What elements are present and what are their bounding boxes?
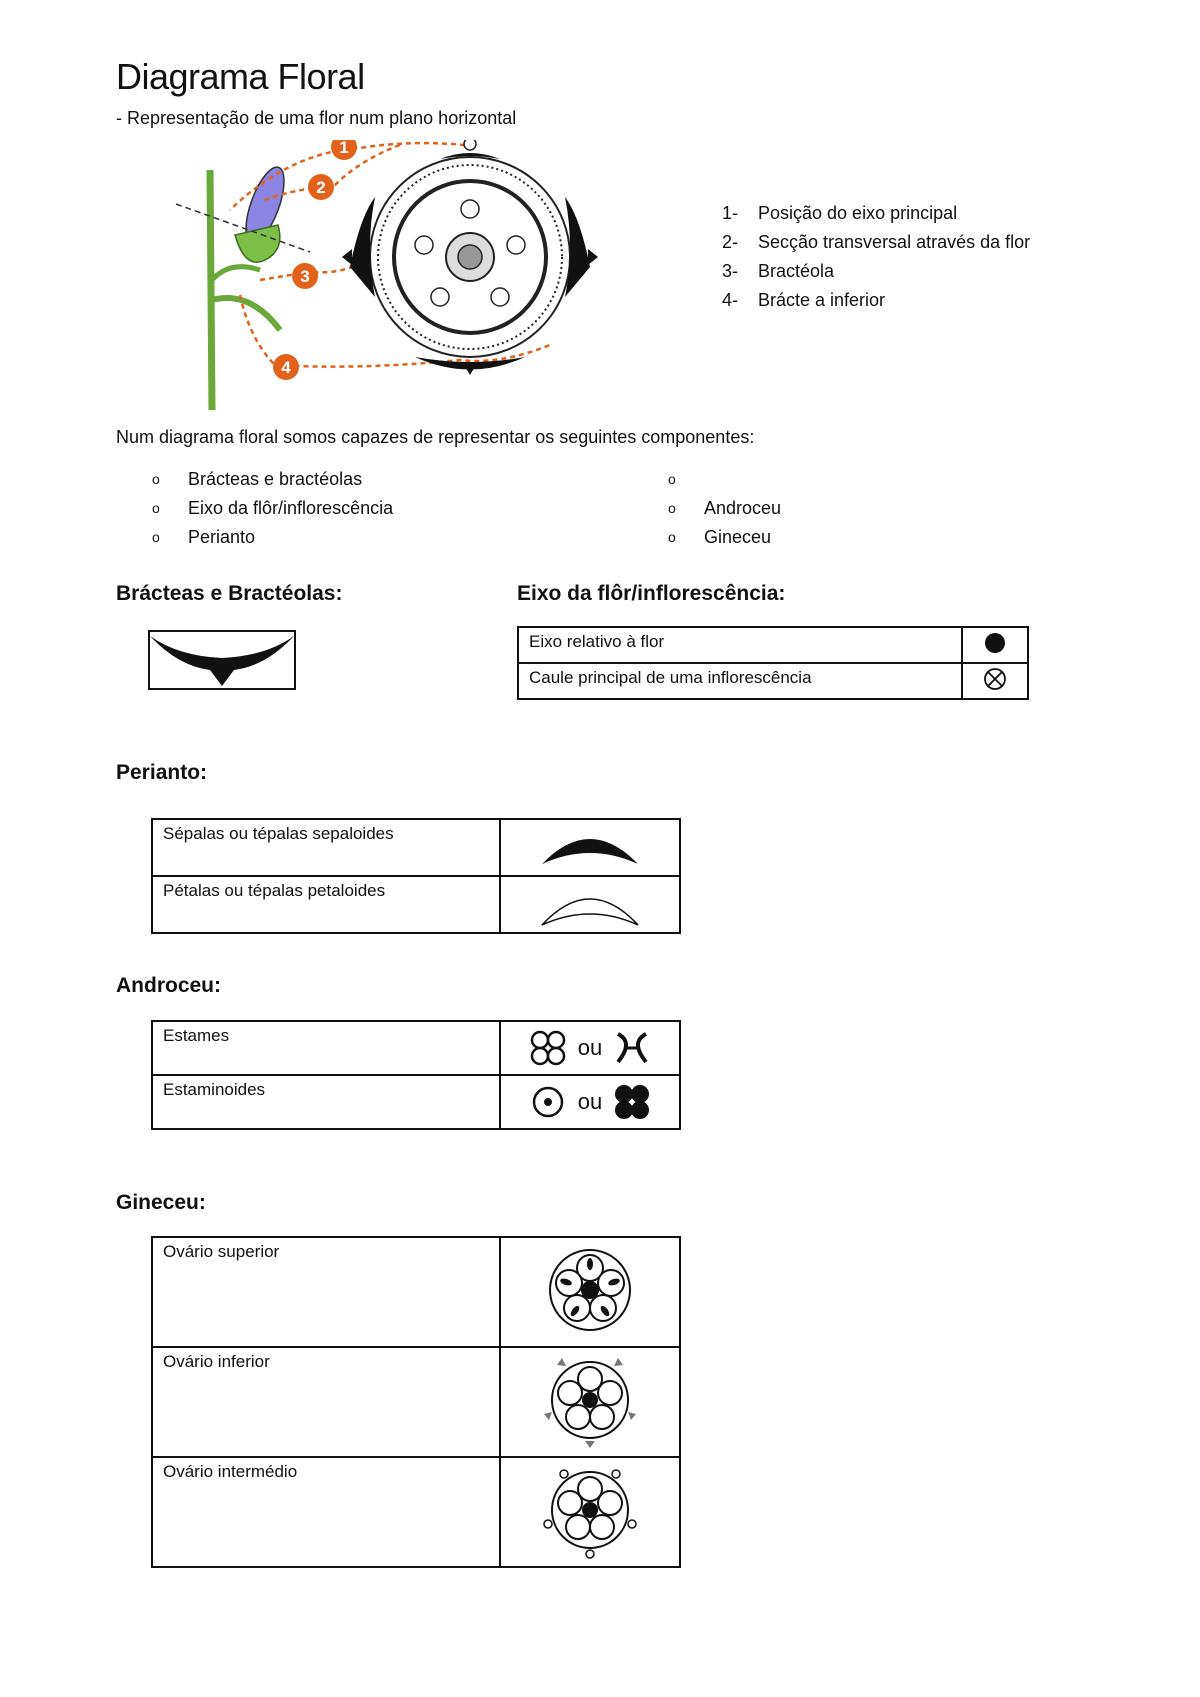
eixo-table — [517, 626, 1029, 700]
table-row — [152, 1457, 680, 1567]
petal-icon — [530, 877, 650, 927]
table-cell: Estaminoides — [152, 1075, 500, 1129]
list-item: o Gineceu — [668, 527, 772, 547]
page-title: Diagrama Floral — [116, 56, 365, 97]
symbol-cell — [500, 876, 680, 933]
table-cell: Pétalas ou tépalas petaloides — [152, 876, 500, 933]
symbol-cell — [500, 1457, 680, 1567]
section-heading-bracteas: Brácteas e Bractéolas: — [116, 582, 343, 605]
table-row — [152, 819, 680, 876]
ovary-intermediate-icon — [540, 1460, 640, 1560]
calyx — [235, 225, 280, 262]
androceu-table — [151, 1020, 681, 1130]
ovary-inferior-icon — [540, 1350, 640, 1450]
gineceu-table — [151, 1236, 681, 1568]
svg-text:1: 1 — [339, 140, 349, 157]
table-cell: Sépalas ou tépalas sepaloides — [152, 819, 500, 876]
or-label: ou — [577, 1035, 603, 1060]
ovary-superior-icon — [545, 1245, 635, 1335]
legend-item: 2- Secção transversal através da flor — [722, 232, 1031, 252]
table-row — [152, 1347, 680, 1457]
bullet-list-left — [152, 465, 393, 552]
floral-cross-section — [342, 140, 598, 375]
sepal-icon — [530, 820, 650, 870]
legend-item: 3- Bractéola — [722, 261, 835, 281]
callout-2 — [308, 174, 334, 200]
figure-legend — [722, 199, 1030, 315]
table-cell: Estames — [152, 1021, 500, 1075]
list-item: o Perianto — [152, 527, 256, 547]
symbol-cell — [500, 1075, 680, 1129]
symbol-cell — [500, 1021, 680, 1075]
table-row — [152, 876, 680, 933]
table-cell: Ovário intermédio — [152, 1457, 500, 1567]
filled-circle-icon — [983, 631, 1007, 655]
list-item: o Androceu — [668, 498, 782, 518]
table-cell: Caule principal de uma inflorescência — [518, 663, 962, 699]
callout-1 — [331, 140, 357, 160]
symbol-cell — [962, 663, 1028, 699]
leaf-upper — [212, 267, 260, 280]
or-label: ou — [577, 1089, 603, 1114]
list-item: o Eixo da flôr/inflorescência — [152, 498, 394, 518]
crossed-circle-icon — [983, 667, 1007, 691]
table-cell: Eixo relativo à flor — [518, 627, 962, 663]
svg-text:3: 3 — [300, 267, 310, 286]
intro-text: Num diagrama floral somos capazes de representar os seguintes componentes: — [116, 427, 755, 447]
table-cell: Ovário inferior — [152, 1347, 500, 1457]
symbol-cell — [500, 819, 680, 876]
staminode-filled-icon — [612, 1084, 652, 1120]
list-item: o Brácteas e bractéolas — [152, 469, 363, 489]
legend-item: 1- Posição do eixo principal — [722, 203, 958, 223]
stem — [210, 170, 212, 410]
table-row — [152, 1021, 680, 1075]
staminode-dot-icon — [528, 1084, 568, 1120]
table-row — [518, 663, 1028, 699]
legend-item: 4- Brácte a inferior — [722, 290, 886, 310]
section-heading-androceu: Androceu: — [116, 974, 221, 997]
bullet-list-right — [668, 465, 781, 552]
perianto-table — [151, 818, 681, 934]
table-row — [152, 1237, 680, 1347]
section-heading-perianto: Perianto: — [116, 761, 208, 784]
table-row — [152, 1075, 680, 1129]
list-item: o — [668, 471, 676, 487]
table-row — [518, 627, 1028, 663]
svg-text:2: 2 — [316, 178, 326, 197]
section-heading-eixo: Eixo da flôr/inflorescência: — [517, 582, 786, 605]
stamen-introrse-icon — [612, 1030, 652, 1066]
symbol-cell — [500, 1237, 680, 1347]
callout-4 — [273, 354, 299, 380]
callout-3 — [292, 263, 318, 289]
floral-diagram-figure — [160, 140, 680, 420]
page-subtitle: - Representação de uma flor num plano horizontal — [116, 108, 517, 128]
symbol-cell — [962, 627, 1028, 663]
table-cell: Ovário superior — [152, 1237, 500, 1347]
section-heading-gineceu: Gineceu: — [116, 1191, 206, 1214]
stamen-open-icon — [528, 1030, 568, 1066]
bractea-symbol — [148, 630, 296, 690]
svg-text:4: 4 — [281, 358, 291, 377]
symbol-cell — [500, 1347, 680, 1457]
